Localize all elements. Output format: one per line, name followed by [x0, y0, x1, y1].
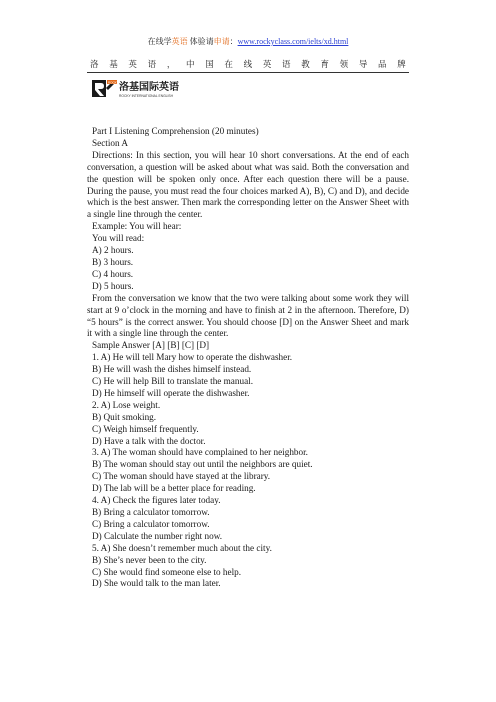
slogan-char: 中 [186, 59, 195, 69]
slogan-char: 教 [301, 59, 310, 69]
header-url-link[interactable]: www.rockyclass.com/ielts/xd.html [237, 37, 349, 46]
header-slogan [90, 59, 406, 69]
text-line: 4. A) Check the figures later today. [92, 495, 221, 506]
text-line: Part I Listening Comprehension (20 minutes) [92, 126, 259, 136]
text-line: B) Quit smoking. [92, 411, 157, 422]
text-line: D) She would talk to the man later. [92, 578, 221, 589]
slogan-char: 国 [205, 59, 214, 69]
rocky-logo [92, 78, 187, 102]
text-line: Sample Answer [A] [B] [C] [D] [92, 340, 210, 351]
text-line: Section A [92, 137, 128, 148]
text-line: Directions: In this section, you will hear 10 short conversations. At the end of each conversation, a question will be asked about what was said. Both the conversation and the question will be spoken only once. After each question there will be a pause. During the pause, you must read the four choices marked A), B), C) and D), and decide which is the best answer. Then mark the corresponding letter on the Answer Sheet with a single line through the center. [87, 149, 409, 220]
header-prefix: 在线学 [147, 37, 172, 46]
slogan-char: 基 [109, 59, 118, 69]
slogan-char: 品 [378, 59, 387, 69]
text-line: From the conversation we know that the two were talking about some work they will start at 9 o’clock in the morning and have to finish at 2 in the afternoon. Therefore, D) “5 hours” is the correct answer. You should choose [D] on the Answer Sheet and mark it with a single line through the center. [87, 292, 409, 339]
slogan-char: 牌 [397, 59, 406, 69]
text-line: You will read: [92, 233, 145, 244]
text-line: 2. A) Lose weight. [92, 399, 161, 410]
exam-body [87, 126, 409, 590]
text-line: C) She would find someone else to help. [92, 566, 242, 577]
text-line: C) The woman should have stayed at the library. [92, 471, 271, 482]
slogan-char: 语 [282, 59, 291, 69]
text-line: B) He will wash the dishes himself instead. [92, 364, 252, 375]
logo-text: 洛基国际英语 [119, 82, 179, 93]
text-line: D) He himself will operate the dishwasher. [92, 387, 250, 398]
text-line: B) 3 hours. [92, 256, 134, 267]
slogan-char: 语 [147, 59, 157, 69]
slogan-char: 英 [262, 59, 272, 69]
text-line: B) She’s never been to the city. [92, 554, 207, 565]
text-line: 3. A) The woman should have complained to her neighbor. [92, 447, 308, 458]
text-line: B) The woman should stay out until the neighbors are quiet. [92, 459, 313, 470]
text-line: C) 4 hours. [92, 268, 134, 279]
text-line: D) Have a talk with the doctor. [92, 435, 206, 446]
header-highlight-english: 英语 [171, 37, 188, 46]
slogan-char: 领 [339, 59, 349, 69]
text-line: A) 2 hours. [92, 245, 134, 256]
text-line: 1. A) He will tell Mary how to operate the dishwasher. [92, 352, 293, 363]
text-line: B) Bring a calculator tomorrow. [92, 507, 210, 517]
slogan-char: ， [166, 59, 176, 69]
slogan-char: 在 [224, 59, 233, 69]
slogan-char: 导 [358, 59, 368, 69]
text-line: Example: You will hear: [92, 221, 182, 232]
slogan-char: 线 [243, 59, 253, 69]
text-line: C) He will help Bill to translate the manual. [92, 376, 254, 387]
text-line: D) Calculate the number right now. [92, 530, 223, 541]
logo-mark-icon [92, 80, 119, 97]
text-line: 5. A) She doesn’t remember much about the city. [92, 542, 272, 553]
header-divider [87, 72, 409, 73]
logo-subtext: ROCKY INTERNATIONAL ENGLISH [119, 94, 173, 98]
header-middle: 体验请 [187, 37, 214, 46]
svg-text:ROCKY: ROCKY [108, 80, 119, 85]
text-line: C) Weigh himself frequently. [92, 423, 199, 434]
slogan-char: 育 [320, 59, 329, 69]
header-link-line [0, 37, 496, 47]
slogan-char: 洛 [90, 59, 99, 69]
slogan-char: 英 [128, 59, 137, 69]
header-colon: ： [229, 37, 238, 46]
text-line: D) 5 hours. [92, 280, 134, 291]
text-line: C) Bring a calculator tomorrow. [92, 518, 210, 529]
text-line: D) The lab will be a better place for reading. [92, 483, 256, 494]
header-highlight-apply: 申请 [213, 37, 230, 46]
